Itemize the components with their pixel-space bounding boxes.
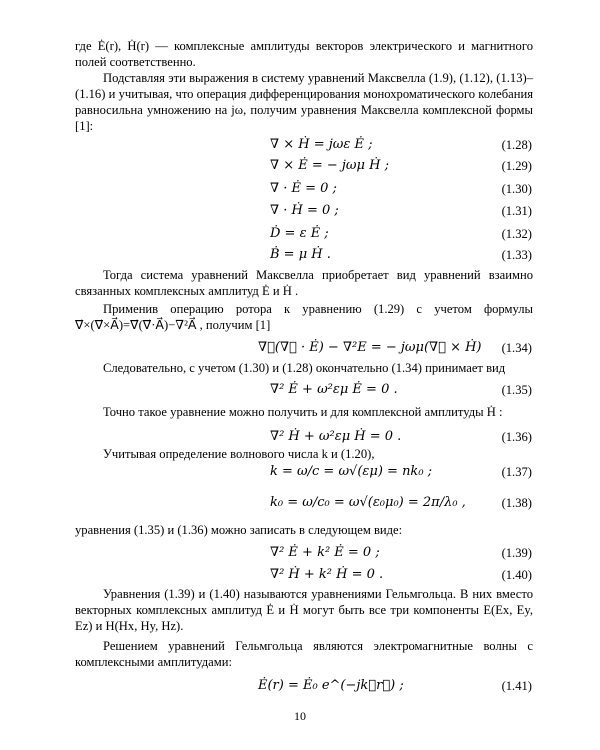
paragraph-1: где Ė(r), Ḣ(r) — комплексные амплитуды векторов электрического и магнитного полей соответственно. — [75, 39, 533, 69]
paragraph-7: Учитывая определение волнового числа k и (1.20), — [103, 447, 375, 461]
equation-number-1-32: (1.32) — [501, 227, 532, 241]
equation-number-1-34: (1.34) — [501, 341, 532, 355]
equation-1-28: ∇ × Ḣ = jωε Ė ; — [270, 137, 373, 152]
equation-1-40: ∇² Ḣ + k² Ḣ = 0 . — [270, 567, 384, 582]
paragraph-9: Уравнения (1.39) и (1.40) называются уравнениями Гельмгольца. В них вместо векторных комплексных амплитуд Ė и Ḣ могут быть все три компоненты E(Ex, Ey, Ez) и H(Hx, Hy, Hz). — [75, 587, 533, 633]
paragraph-8: уравнения (1.35) и (1.36) можно записать в следующем виде: — [75, 523, 403, 537]
equation-1-39: ∇² Ė + k² Ė = 0 ; — [270, 545, 380, 560]
equation-1-41: Ė(r) = Ė₀ e^(−jk⃗r⃗) ; — [258, 678, 404, 693]
equation-1-35: ∇² Ė + ω²εμ Ė = 0 . — [270, 382, 398, 397]
paragraph-4: Применив операцию ротора к уравнению (1.29) с учетом формулы ∇⃗×(∇⃗×A⃗)=∇⃗(∇⃗·A⃗)−∇²A⃗ , получим [1] — [75, 302, 533, 332]
equation-number-1-36: (1.36) — [501, 430, 532, 444]
equation-1-34: ∇⃗(∇⃗ · Ė) − ∇²E = − jωμ(∇⃗ × Ḣ) — [258, 340, 482, 355]
paragraph-5: Следовательно, с учетом (1.30) и (1.28) окончательно (1.34) принимает вид — [103, 361, 506, 375]
equation-number-1-29: (1.29) — [501, 159, 532, 173]
equation-1-32: Ḋ = ε Ė ; — [270, 226, 329, 241]
equation-1-36: ∇² Ḣ + ω²εμ Ḣ = 0 . — [270, 429, 402, 444]
equation-number-1-31: (1.31) — [501, 204, 532, 218]
equation-1-29: ∇ × Ė = − jωμ Ḣ ; — [270, 158, 389, 173]
equation-number-1-38: (1.38) — [501, 496, 532, 510]
equation-number-1-40: (1.40) — [501, 568, 532, 582]
equation-1-31: ∇ · Ḣ = 0 ; — [270, 203, 339, 218]
equation-number-1-30: (1.30) — [501, 182, 532, 196]
equation-number-1-37: (1.37) — [501, 465, 532, 479]
paragraph-6: Точно такое уравнение можно получить и для комплексной амплитуды Ḣ : — [103, 405, 503, 419]
equation-number-1-33: (1.33) — [501, 248, 532, 262]
paragraph-2: Подставляя эти выражения в систему уравнений Максвелла (1.9), (1.12), (1.13)–(1.16) и учитывая, что операция дифференцирования монохроматического колебания равносильна умножению на jω, получим уравнения Максвелла комплексной формы [1]: — [75, 71, 533, 133]
equation-1-38: k₀ = ω/c₀ = ω√(ε₀μ₀) = 2π/λ₀ , — [270, 495, 466, 510]
equation-1-33: Ḃ = μ Ḣ . — [270, 247, 331, 262]
equation-1-37: k = ω/c = ω√(εμ) = nk₀ ; — [270, 464, 433, 479]
page-number: 10 — [294, 709, 306, 723]
equation-number-1-28: (1.28) — [501, 138, 532, 152]
equation-number-1-39: (1.39) — [501, 546, 532, 560]
equation-1-30: ∇ · Ė = 0 ; — [270, 181, 337, 196]
paragraph-10: Решением уравнений Гельмгольца являются электромагнитные волны с комплексными амплитудами: — [75, 639, 533, 669]
equation-number-1-35: (1.35) — [501, 383, 532, 397]
equation-number-1-41: (1.41) — [501, 679, 532, 693]
paragraph-3: Тогда система уравнений Максвелла приобретает вид уравнений взаимно связанных комплексных амплитуд Ė и Ḣ . — [75, 268, 533, 298]
